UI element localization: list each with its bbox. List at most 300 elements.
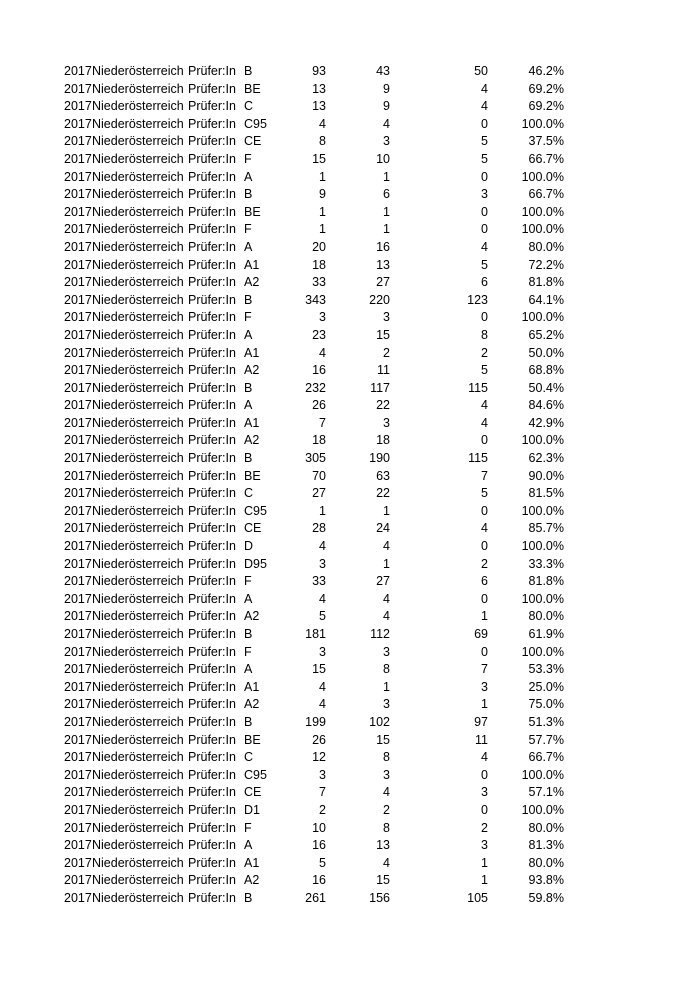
cell-year: 2017 [64,679,92,694]
cell-failed: 1 [481,855,488,870]
cell-role: Prüfer:In [188,697,236,712]
cell-failed: 2 [481,820,488,835]
cell-rate: 68.8% [528,363,564,378]
cell-region: Niederösterreich [92,838,184,853]
table-row [64,98,564,116]
cell-year: 2017 [64,187,92,202]
cell-passed: 4 [383,116,390,131]
cell-role: Prüfer:In [188,539,236,554]
cell-year: 2017 [64,292,92,307]
table-row [64,573,564,591]
cell-cls: A2 [244,697,260,712]
cell-rate: 100.0% [521,169,564,184]
table-row [64,890,564,908]
cell-failed: 4 [481,81,488,96]
cell-passed: 3 [383,415,390,430]
cell-total: 4 [319,539,326,554]
cell-passed: 1 [383,222,390,237]
cell-cls: CE [244,521,262,536]
table-row [64,151,564,169]
cell-year: 2017 [64,151,92,166]
cell-rate: 100.0% [521,644,564,659]
cell-region: Niederösterreich [92,486,184,501]
cell-total: 8 [319,134,326,149]
table-row [64,503,564,521]
cell-total: 10 [312,820,326,835]
cell-year: 2017 [64,644,92,659]
cell-region: Niederösterreich [92,222,184,237]
cell-failed: 5 [481,134,488,149]
cell-passed: 4 [383,539,390,554]
table-body [64,63,564,908]
cell-failed: 4 [481,521,488,536]
cell-region: Niederösterreich [92,890,184,905]
cell-failed: 7 [481,662,488,677]
cell-failed: 1 [481,873,488,888]
cell-cls: F [244,222,252,237]
cell-total: 23 [312,327,326,342]
cell-passed: 13 [376,257,390,272]
cell-region: Niederösterreich [92,855,184,870]
cell-passed: 8 [383,820,390,835]
cell-failed: 1 [481,697,488,712]
cell-failed: 5 [481,257,488,272]
cell-year: 2017 [64,486,92,501]
cell-role: Prüfer:In [188,99,236,114]
cell-rate: 100.0% [521,204,564,219]
cell-failed: 3 [481,187,488,202]
cell-role: Prüfer:In [188,609,236,624]
table-row [64,608,564,626]
cell-passed: 13 [376,838,390,853]
cell-failed: 69 [474,627,488,641]
cell-role: Prüfer:In [188,855,236,870]
cell-cls: A1 [244,415,260,430]
table-row [64,239,564,257]
cell-rate: 69.2% [528,81,564,96]
cell-region: Niederösterreich [92,785,184,800]
cell-year: 2017 [64,169,92,184]
cell-year: 2017 [64,767,92,782]
cell-failed: 0 [481,204,488,219]
cell-total: 16 [312,363,326,378]
cell-role: Prüfer:In [188,415,236,430]
cell-passed: 27 [376,574,390,589]
cell-failed: 4 [481,415,488,430]
cell-cls: CE [244,134,262,149]
table-row [64,538,564,556]
cell-region: Niederösterreich [92,275,184,290]
cell-passed: 1 [383,204,390,219]
cell-rate: 57.7% [528,732,564,747]
cell-year: 2017 [64,239,92,254]
cell-region: Niederösterreich [92,820,184,835]
cell-total: 1 [319,222,326,237]
cell-total: 13 [312,81,326,96]
cell-passed: 117 [370,380,390,395]
cell-year: 2017 [64,873,92,888]
cell-total: 1 [319,204,326,219]
cell-region: Niederösterreich [92,398,184,413]
table-row [64,802,564,820]
cell-rate: 100.0% [521,222,564,237]
cell-year: 2017 [64,627,92,641]
table-row [64,63,564,81]
cell-rate: 65.2% [528,327,564,342]
cell-passed: 3 [383,644,390,659]
cell-failed: 7 [481,468,488,483]
cell-total: 20 [312,239,326,254]
table-row [64,855,564,873]
cell-total: 1 [319,169,326,184]
table-row [64,485,564,503]
cell-cls: B [244,627,253,641]
cell-passed: 156 [369,890,390,905]
cell-region: Niederösterreich [92,433,184,448]
cell-total: 261 [305,890,326,905]
cell-rate: 80.0% [528,239,564,254]
cell-rate: 51.3% [528,714,564,729]
cell-passed: 4 [383,855,390,870]
cell-cls: F [244,151,252,166]
cell-role: Prüfer:In [188,468,236,483]
cell-rate: 100.0% [521,503,564,518]
cell-failed: 2 [481,345,488,360]
cell-total: 4 [319,591,326,606]
cell-role: Prüfer:In [188,486,236,501]
cell-region: Niederösterreich [92,187,184,202]
cell-year: 2017 [64,134,92,149]
cell-rate: 50.0% [528,345,564,360]
cell-total: 15 [312,662,326,677]
cell-role: Prüfer:In [188,556,236,571]
cell-region: Niederösterreich [92,627,184,641]
cell-passed: 4 [383,591,390,606]
cell-cls: A [244,239,253,254]
cell-rate: 61.9% [528,627,564,641]
cell-failed: 115 [468,451,488,466]
cell-year: 2017 [64,345,92,360]
cell-rate: 81.5% [528,486,564,501]
table-row [64,749,564,767]
cell-role: Prüfer:In [188,239,236,254]
cell-passed: 15 [376,732,390,747]
cell-region: Niederösterreich [92,644,184,659]
cell-total: 70 [312,468,326,483]
cell-region: Niederösterreich [92,556,184,571]
table-row [64,520,564,538]
cell-cls: B [244,64,253,78]
data-table [64,63,564,908]
table-row [64,837,564,855]
cell-passed: 3 [383,310,390,325]
cell-failed: 3 [481,785,488,800]
cell-cls: A1 [244,257,260,272]
cell-cls: A2 [244,275,260,290]
cell-passed: 1 [383,503,390,518]
cell-passed: 1 [383,556,390,571]
cell-cls: D [244,539,254,554]
cell-region: Niederösterreich [92,134,184,149]
cell-role: Prüfer:In [188,116,236,131]
cell-role: Prüfer:In [188,574,236,589]
cell-rate: 80.0% [528,820,564,835]
cell-rate: 100.0% [521,767,564,782]
cell-total: 3 [319,556,326,571]
cell-role: Prüfer:In [188,732,236,747]
cell-role: Prüfer:In [188,222,236,237]
cell-cls: A2 [244,433,260,448]
cell-year: 2017 [64,64,92,78]
cell-total: 5 [319,609,326,624]
cell-role: Prüfer:In [188,679,236,694]
cell-passed: 4 [383,785,390,800]
cell-region: Niederösterreich [92,345,184,360]
cell-region: Niederösterreich [92,697,184,712]
cell-total: 26 [312,732,326,747]
cell-role: Prüfer:In [188,714,236,729]
cell-cls: A1 [244,855,260,870]
cell-role: Prüfer:In [188,187,236,202]
cell-role: Prüfer:In [188,327,236,342]
cell-failed: 6 [481,275,488,290]
cell-failed: 123 [467,292,488,307]
cell-rate: 66.7% [528,750,564,765]
cell-passed: 63 [376,468,390,483]
cell-year: 2017 [64,415,92,430]
cell-failed: 4 [481,750,488,765]
cell-region: Niederösterreich [92,151,184,166]
table-row [64,169,564,187]
cell-cls: A [244,398,253,413]
cell-role: Prüfer:In [188,151,236,166]
cell-region: Niederösterreich [92,81,184,96]
table-row [64,767,564,785]
cell-role: Prüfer:In [188,433,236,448]
cell-failed: 0 [481,644,488,659]
cell-cls: A [244,327,253,342]
cell-role: Prüfer:In [188,257,236,272]
cell-failed: 3 [481,679,488,694]
cell-total: 18 [312,257,326,272]
cell-passed: 3 [383,697,390,712]
cell-cls: BE [244,204,261,219]
cell-region: Niederösterreich [92,292,184,307]
cell-role: Prüfer:In [188,345,236,360]
table-row [64,661,564,679]
cell-total: 343 [305,292,326,307]
cell-cls: A [244,591,253,606]
cell-cls: A1 [244,345,260,360]
cell-region: Niederösterreich [92,802,184,817]
cell-passed: 10 [376,151,390,166]
table-row [64,257,564,275]
cell-failed: 0 [481,116,488,131]
cell-role: Prüfer:In [188,838,236,853]
cell-cls: A [244,838,253,853]
cell-year: 2017 [64,714,92,729]
cell-rate: 90.0% [528,468,564,483]
cell-region: Niederösterreich [92,767,184,782]
table-row [64,696,564,714]
cell-total: 3 [319,767,326,782]
cell-year: 2017 [64,433,92,448]
cell-failed: 8 [481,327,488,342]
cell-cls: F [244,310,252,325]
cell-year: 2017 [64,820,92,835]
cell-year: 2017 [64,838,92,853]
table-row [64,556,564,574]
cell-passed: 8 [383,750,390,765]
cell-role: Prüfer:In [188,591,236,606]
cell-year: 2017 [64,591,92,606]
table-row [64,380,564,398]
cell-rate: 81.8% [528,275,564,290]
table-row [64,362,564,380]
cell-region: Niederösterreich [92,679,184,694]
cell-year: 2017 [64,855,92,870]
cell-year: 2017 [64,257,92,272]
cell-passed: 8 [383,662,390,677]
cell-passed: 11 [377,363,390,378]
cell-passed: 1 [383,679,390,694]
cell-total: 4 [319,345,326,360]
table-row [64,133,564,151]
cell-total: 181 [305,627,326,641]
cell-region: Niederösterreich [92,64,184,78]
cell-failed: 0 [481,433,488,448]
cell-cls: C95 [244,767,267,782]
cell-passed: 22 [376,486,390,501]
cell-total: 4 [319,116,326,131]
cell-failed: 0 [481,591,488,606]
cell-role: Prüfer:In [188,363,236,378]
cell-total: 7 [319,415,326,430]
cell-year: 2017 [64,363,92,378]
cell-year: 2017 [64,81,92,96]
cell-year: 2017 [64,503,92,518]
cell-cls: BE [244,468,261,483]
cell-role: Prüfer:In [188,134,236,149]
cell-region: Niederösterreich [92,204,184,219]
cell-rate: 57.1% [528,785,564,800]
table-row [64,468,564,486]
cell-role: Prüfer:In [188,767,236,782]
cell-year: 2017 [64,732,92,747]
table-row [64,872,564,890]
cell-role: Prüfer:In [188,521,236,536]
cell-region: Niederösterreich [92,451,184,466]
cell-passed: 2 [383,802,390,817]
cell-passed: 24 [376,521,390,536]
cell-region: Niederösterreich [92,574,184,589]
cell-role: Prüfer:In [188,451,236,466]
cell-total: 232 [305,380,326,395]
cell-total: 2 [319,802,326,817]
cell-passed: 3 [383,767,390,782]
table-row [64,626,564,644]
cell-cls: B [244,292,253,307]
cell-total: 12 [312,750,326,765]
table-row [64,415,564,433]
cell-year: 2017 [64,609,92,624]
cell-region: Niederösterreich [92,539,184,554]
cell-region: Niederösterreich [92,521,184,536]
cell-role: Prüfer:In [188,81,236,96]
cell-failed: 5 [481,486,488,501]
cell-role: Prüfer:In [188,503,236,518]
cell-failed: 5 [481,151,488,166]
table-row [64,81,564,99]
cell-year: 2017 [64,327,92,342]
cell-region: Niederösterreich [92,468,184,483]
cell-year: 2017 [64,802,92,817]
cell-year: 2017 [64,204,92,219]
cell-year: 2017 [64,890,92,905]
cell-cls: A2 [244,873,260,888]
cell-cls: A [244,662,253,677]
table-row [64,345,564,363]
cell-passed: 9 [383,99,390,114]
cell-failed: 4 [481,239,488,254]
cell-total: 199 [305,714,326,729]
cell-passed: 2 [383,345,390,360]
cell-passed: 102 [369,714,390,729]
cell-total: 7 [319,785,326,800]
table-row [64,116,564,134]
cell-passed: 43 [376,64,390,78]
cell-failed: 0 [481,310,488,325]
cell-rate: 53.3% [528,662,564,677]
cell-total: 305 [305,451,326,466]
cell-total: 27 [312,486,326,501]
cell-passed: 9 [383,81,390,96]
cell-total: 4 [319,679,326,694]
cell-failed: 1 [481,609,488,624]
table-row [64,679,564,697]
cell-total: 9 [319,187,326,202]
cell-cls: A2 [244,363,260,378]
table-row [64,644,564,662]
table-row [64,186,564,204]
cell-role: Prüfer:In [188,292,236,307]
table-row [64,309,564,327]
cell-total: 4 [319,697,326,712]
table-row [64,820,564,838]
cell-year: 2017 [64,574,92,589]
cell-cls: B [244,380,253,395]
cell-region: Niederösterreich [92,873,184,888]
cell-rate: 72.2% [528,257,564,272]
cell-rate: 84.6% [528,398,564,413]
cell-cls: C [244,486,254,501]
cell-cls: F [244,820,252,835]
table-row [64,274,564,292]
cell-passed: 3 [383,134,390,149]
cell-total: 33 [312,574,326,589]
cell-rate: 37.5% [528,134,564,149]
cell-cls: BE [244,81,261,96]
cell-region: Niederösterreich [92,732,184,747]
cell-rate: 64.1% [528,292,564,307]
cell-cls: BE [244,732,261,747]
cell-rate: 69.2% [528,99,564,114]
cell-role: Prüfer:In [188,873,236,888]
cell-year: 2017 [64,556,92,571]
cell-failed: 0 [481,169,488,184]
cell-cls: C [244,99,254,114]
cell-region: Niederösterreich [92,169,184,184]
